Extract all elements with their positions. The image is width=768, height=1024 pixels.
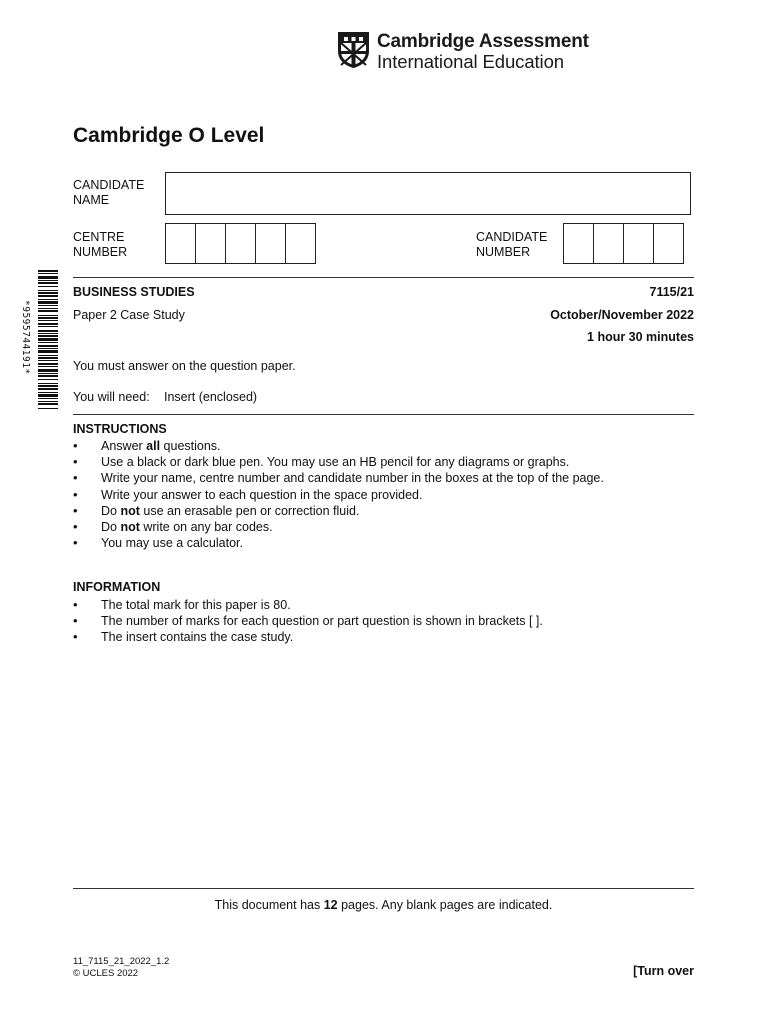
instruction-emphasis: not (120, 503, 140, 518)
candidate-number-cell[interactable] (593, 223, 624, 264)
information-item: • The number of marks for each question or part question is shown in brackets [ ]. (73, 613, 543, 629)
centre-number-cell[interactable] (285, 223, 316, 264)
instruction-item (73, 470, 604, 486)
centre-number-cell[interactable] (255, 223, 286, 264)
divider-middle (73, 414, 694, 415)
instruction-text: Answer (101, 439, 147, 453)
instruction-text: write on any bar codes. (139, 520, 273, 535)
instruction-item (73, 503, 604, 519)
information-item: • The insert contains the case study. (73, 629, 543, 645)
candidate-number-cell[interactable] (563, 223, 594, 264)
instruction-item (73, 519, 604, 535)
instruction-text: You may use a calculator. (101, 536, 243, 551)
page-count-note (73, 898, 694, 912)
centre-number-cell[interactable] (165, 223, 196, 264)
instruction-emphasis: all (146, 439, 161, 453)
instructions-list (73, 438, 604, 551)
copyright: © UCLES 2022 (73, 968, 139, 979)
centre-number-label: CENTRE NUMBER (73, 230, 128, 259)
instruction-text: Use a black or dark blue pen. You may use an HB pencil for any diagrams or graphs. (101, 455, 570, 470)
instruction-item (73, 535, 604, 551)
logo-line-2: International Education (377, 51, 564, 72)
page-count-number: 12 (323, 898, 338, 912)
candidate-number-cell[interactable] (653, 223, 684, 264)
subject-title: BUSINESS STUDIES (73, 285, 195, 299)
answer-note: You must answer on the question paper. (73, 359, 296, 373)
instruction-text: Write your answer to each question in the space provided. (101, 487, 423, 502)
divider-top (73, 277, 694, 278)
exam-session: October/November 2022 (550, 308, 694, 322)
paper-code: 7115/21 (649, 285, 694, 299)
candidate-number-label: CANDIDATE NUMBER (476, 230, 548, 259)
barcode-icon (38, 270, 58, 410)
you-will-need-value: Insert (enclosed) (164, 390, 258, 404)
instruction-text: Write your name, centre number and candidate number in the boxes at the top of the page. (101, 471, 604, 486)
instructions-heading: INSTRUCTIONS (73, 422, 167, 436)
instruction-text: Do (101, 520, 121, 535)
information-heading: INFORMATION (73, 580, 161, 594)
centre-number-cell[interactable] (195, 223, 226, 264)
instruction-text: use an erasable pen or correction fluid. (139, 503, 360, 518)
information-item: • The total mark for this paper is 80. (73, 597, 543, 613)
paper-name: Paper 2 Case Study (73, 308, 185, 322)
document-code: 11_7115_21_2022_1.2 (73, 956, 170, 967)
you-will-need-label: You will need: (73, 390, 150, 404)
instruction-text: Do (101, 503, 121, 518)
page-title: Cambridge O Level (73, 124, 265, 147)
instruction-emphasis: not (120, 520, 140, 535)
instruction-item (73, 487, 604, 503)
logo-line-1: Cambridge Assessment (377, 31, 589, 52)
candidate-number-cell[interactable] (623, 223, 654, 264)
page-count-after: pages. Any blank pages are indicated. (337, 898, 553, 912)
candidate-number-boxes (563, 223, 684, 264)
instruction-item (73, 438, 604, 454)
centre-number-cell[interactable] (225, 223, 256, 264)
barcode (38, 270, 58, 410)
centre-number-boxes (165, 223, 316, 264)
barcode-digits: *9595744191* (20, 300, 31, 375)
instruction-item (73, 454, 604, 470)
cambridge-logo (337, 31, 587, 71)
page-count-before: This document has (214, 898, 324, 912)
candidate-name-label: CANDIDATE NAME (73, 178, 145, 207)
exam-duration: 1 hour 30 minutes (587, 330, 694, 344)
instruction-text: questions. (160, 439, 221, 453)
divider-footer (73, 888, 694, 889)
turn-over: [Turn over (633, 964, 694, 978)
crest-icon (337, 31, 370, 69)
candidate-name-box[interactable] (165, 172, 691, 215)
information-list (73, 597, 543, 646)
